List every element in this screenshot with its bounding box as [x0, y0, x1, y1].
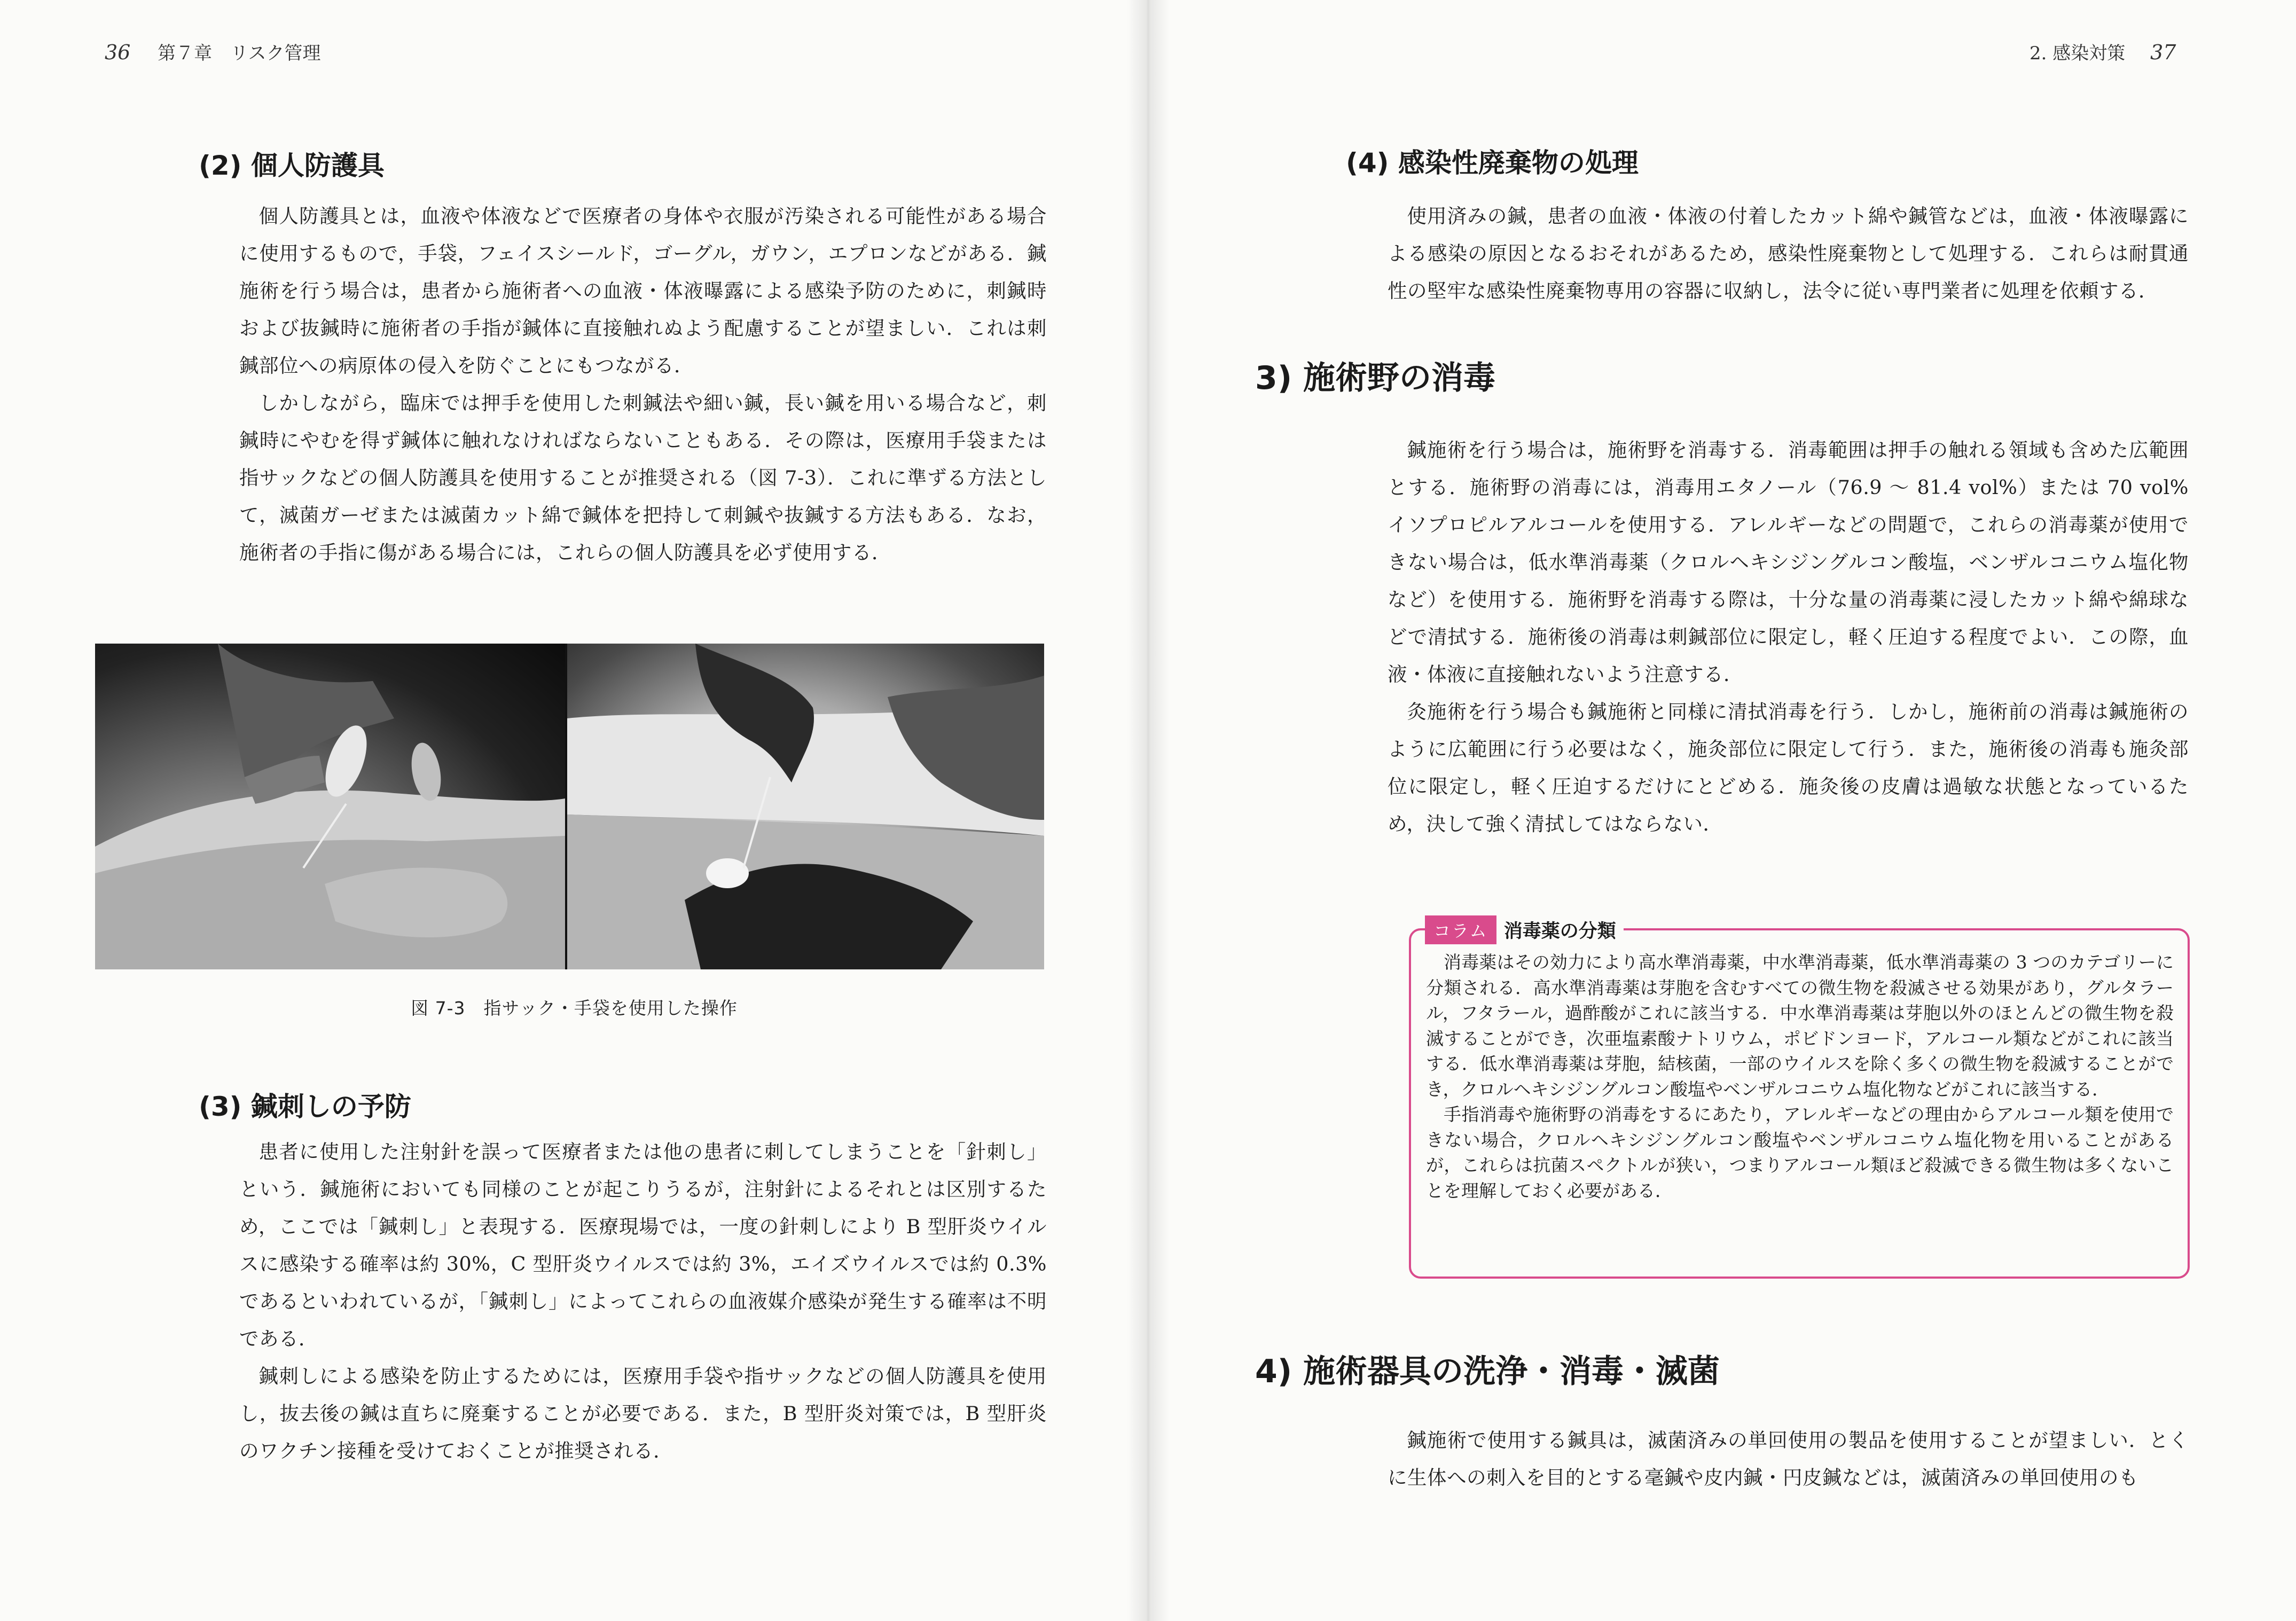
- paragraph: 手指消毒や施術野の消毒をするにあたり，アレルギーなどの理由からアルコール類を使用できない場合，クロルヘキシジングルコン酸塩やベンザルコニウム塩化物を用いることがあるが，これらは抗菌スペクトルが狭い，つまりアルコール類ほど殺滅できる微生物は多くないことを理解しておく必要がある．: [1426, 1104, 2174, 1201]
- column-header: [1425, 915, 1624, 944]
- page-number: 36: [105, 41, 131, 64]
- figure-caption: 図 7-3 指サック・手袋を使用した操作: [411, 998, 738, 1019]
- paragraph: 鍼施術で使用する鍼具は，滅菌済みの単回使用の製品を使用することが望ましい．とくに生体への刺入を目的とする毫鍼や皮内鍼・円皮鍼などは，滅菌済みの単回使用のも: [1388, 1429, 2189, 1489]
- paragraph: 鍼施術を行う場合は，施術野を消毒する．消毒範囲は押手の触れる領域も含めた広範囲とする．施術野の消毒には，消毒用エタノール（76.9 ～ 81.4 vol%）または 70 vol% イソプロピルアルコールを使用する．アレルギーなどの問題で，これらの消毒薬が使用できない場合は，低水準消毒薬（クロルヘキシジングルコン酸塩，ベンザルコニウム塩化物など）を使用する．施術野を消毒する際は，十分な量の消毒薬に浸したカット綿や綿球などで清拭する．施術後の消毒は刺鍼部位に限定し，軽く圧迫する程度でよい．この際，血液・体液に直接触れないよう注意する．: [1388, 438, 2189, 686]
- section-heading-waste: (4) 感染性廃棄物の処理: [1346, 147, 1639, 178]
- ppe-body: [239, 198, 1047, 571]
- page-number: 37: [2150, 41, 2176, 64]
- photo-gloves: [567, 644, 1044, 969]
- instruments-body: [1388, 1422, 2189, 1497]
- section-heading-disinfection: 3) 施術野の消毒: [1255, 359, 1496, 397]
- needlestick-body: [239, 1133, 1047, 1470]
- paragraph: 消毒薬はその効力により高水準消毒薬，中水準消毒薬，低水準消毒薬の 3 つのカテゴリーに分類される．高水準消毒薬は芽胞を含むすべての微生物を殺滅させる効果があり，グルタラール，フタラール，過酢酸がこれに該当する．中水準消毒薬は芽胞以外のほとんどの微生物を殺滅することができ，次亜塩素酸ナトリウム，ポビドンヨード，アルコール類などがこれに該当する．低水準消毒薬は芽胞，結核菌，一部のウイルスを除く多くの微生物を殺滅することができ，クロルヘキシジングルコン酸塩やベンザルコニウム塩化物などがこれに該当する．: [1426, 952, 2174, 1100]
- photo-finger-cot: [95, 644, 565, 969]
- section-heading-ppe: (2) 個人防護具: [199, 150, 385, 181]
- paragraph: 鍼刺しによる感染を防止するためには，医療用手袋や指サックなどの個人防護具を使用し，抜去後の鍼は直ちに廃棄することが必要である．また，B 型肝炎対策では，B 型肝炎のワクチン接種を受けておくことが推奨される．: [239, 1365, 1047, 1462]
- column-tag: コラム: [1425, 915, 1496, 944]
- paragraph: 個人防護具とは，血液や体液などで医療者の身体や衣服が汚染される可能性がある場合に使用するもので，手袋，フェイスシールド，ゴーグル，ガウン，エプロンなどがある．鍼施術を行う場合は，患者から施術者への血液・体液曝露による感染予防のために，刺鍼時および抜鍼時に施術者の手指が鍼体に直接触れぬよう配慮することが望ましい．これは刺鍼部位への病原体の侵入を防ぐことにもつながる．: [239, 205, 1047, 377]
- section-heading-instruments: 4) 施術器具の洗浄・消毒・滅菌: [1255, 1353, 1720, 1390]
- section-title: 2. 感染対策: [2029, 43, 2126, 64]
- paragraph: 使用済みの鍼，患者の血液・体液の付着したカット綿や鍼管などは，血液・体液曝露による感染の原因となるおそれがあるため，感染性廃棄物として処理する．これらは耐貫通性の堅牢な感染性廃棄物専用の容器に収納し，法令に従い専門業者に処理を依頼する．: [1388, 205, 2189, 302]
- column-body: [1426, 950, 2174, 1203]
- disinfection-body: [1388, 432, 2189, 843]
- section-heading-needlestick: (3) 鍼刺しの予防: [199, 1091, 411, 1122]
- column-title: 消毒薬の分類: [1503, 921, 1616, 942]
- running-head-left: [105, 38, 321, 65]
- gloves-photo-illustration: [567, 644, 1044, 969]
- figure-7-3: [95, 644, 1044, 969]
- paragraph: 灸施術を行う場合も鍼施術と同様に清拭消毒を行う．しかし，施術前の消毒は鍼施術のように広範囲に行う必要はなく，施灸部位に限定して行う．また，施術後の消毒も施灸部位に限定し，軽く圧迫するだけにとどめる．施灸後の皮膚は過敏な状態となっているため，決して強く清拭してはならない．: [1388, 700, 2189, 835]
- chapter-title: 第７章 リスク管理: [158, 43, 321, 64]
- paragraph: しかしながら，臨床では押手を使用した刺鍼法や細い鍼，長い鍼を用いる場合など，刺鍼時にやむを得ず鍼体に触れなければならないこともある．その際は，医療用手袋または指サックなどの個人防護具を使用することが推奨される（図 7-3）．これに準ずる方法として，滅菌ガーゼまたは滅菌カット綿で鍼体を把持して刺鍼や抜鍼する方法もある．なお，施術者の手指に傷がある場合には，これらの個人防護具を必ず使用する．: [239, 391, 1047, 564]
- waste-body: [1388, 198, 2189, 310]
- finger-cot-photo-illustration: [95, 644, 565, 969]
- running-head-right: [2029, 38, 2176, 65]
- paragraph: 患者に使用した注射針を誤って医療者または他の患者に刺してしまうことを「針刺し」という．鍼施術においても同様のことが起こりうるが，注射針によるそれとは区別するため，ここでは「鍼刺し」と表現する．医療現場では，一度の針刺しにより B 型肝炎ウイルスに感染する確率は約 30%，C 型肝炎ウイルスでは約 3%，エイズウイルスでは約 0.3% であるといわれているが，「鍼刺し」によってこれらの血液媒介感染が発生する確率は不明である．: [239, 1140, 1047, 1350]
